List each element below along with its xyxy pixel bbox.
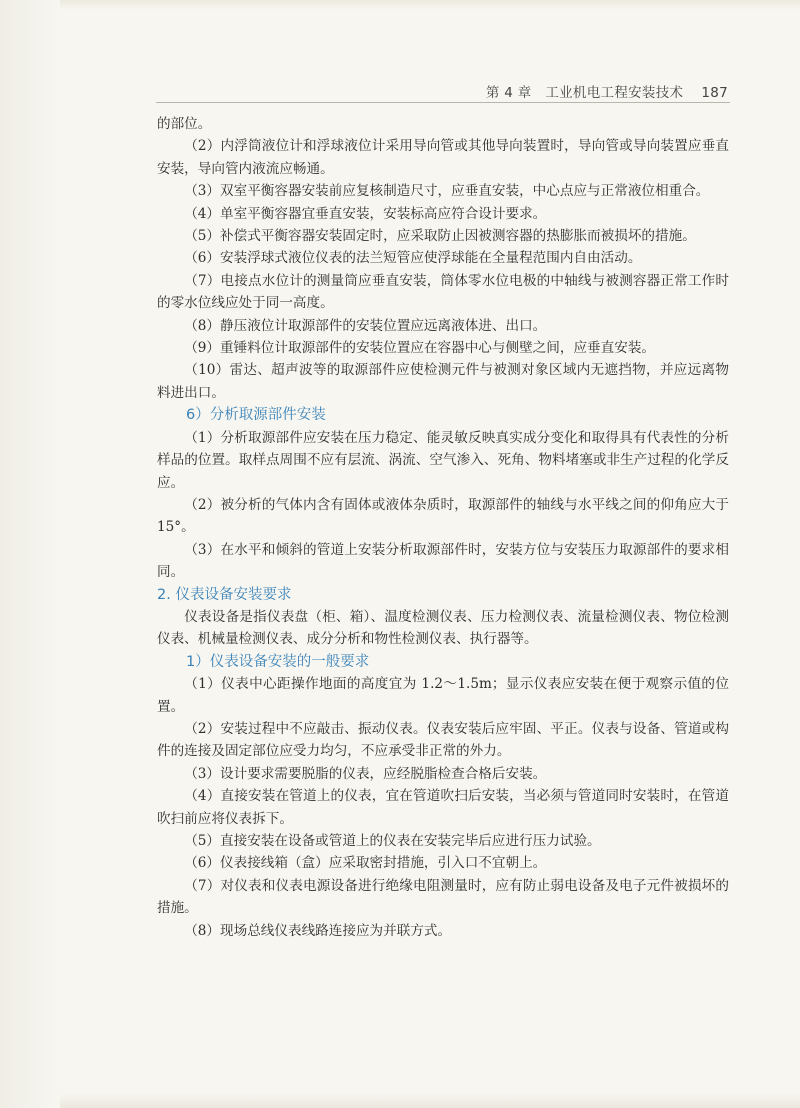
chapter-title: 第 4 章 工业机电工程安装技术 [485,85,684,101]
header-rule [156,102,730,103]
paragraph: （2）被分析的气体内含有固体或液体杂质时，取源部件的轴线与水平线之间的仰角应大于 15°。 [157,496,729,536]
paragraph: （2）安装过程中不应敲击、振动仪表。仪表安装后应牢固、平正。仪表与设备、管道或构件的连接及固定部位应受力均匀，不应承受非正常的外力。 [157,720,729,760]
paragraph: （2）内浮筒液位计和浮球液位计采用导向管或其他导向装置时，导向管或导向装置应垂直安装，导向管内液流应畅通。 [157,138,729,177]
paragraph: （1）分析取源部件应安装在压力稳定、能灵敏反映真实成分变化和取得具有代表性的分析样品的位置。取样点周围不应有层流、涡流、空气渗入、死角、物料堵塞或非生产过程的化学反应。 [157,429,729,491]
page-number: 187 [701,85,728,101]
paragraph: （5）直接安装在设备或管道上的仪表在安装完毕后应进行压力试验。 [184,833,601,849]
paragraph: （10）雷达、超声波等的取源部件应使检测元件与被测对象区域内无遮挡物，并应远离物料进出口。 [157,362,729,401]
paragraph: 仪表设备是指仪表盘（柜、箱）、温度检测仪表、压力检测仪表、流量检测仪表、物位检测仪表、机械量检测仪表、成分分析和物性检测仪表、执行器等。 [157,608,729,648]
paragraph: （4）直接安装在管道上的仪表，宜在管道吹扫后安装，当必须与管道同时安装时，在管道吹扫前应将仪表拆下。 [157,788,729,827]
paragraph: 的部位。 [157,116,212,132]
paragraph: （3）在水平和倾斜的管道上安装分析取源部件时，安装方位与安装压力取源部件的要求相同。 [157,541,729,581]
top-edge-shadow [60,0,800,10]
paragraph: （3）双室平衡容器安装前应复核制造尺寸，应垂直安装，中心点应与正常液位相重合。 [184,183,710,200]
paragraph: （3）设计要求需要脱脂的仪表，应经脱脂检查合格后安装。 [184,765,547,782]
paragraph: （8）静压液位计取源部件的安装位置应远离液体进、出口。 [184,317,547,334]
paragraph: （7）对仪表和仪表电源设备进行绝缘电阻测量时，应有防止弱电设备及电子元件被损坏的措施。 [157,877,729,917]
paragraph: （5）补偿式平衡容器安装固定时，应采取防止因被测容器的热膨胀而被损坏的措施。 [184,228,696,245]
binding-shadow [0,0,60,1108]
paragraph: （4）单室平衡容器宜垂直安装，安装标高应符合设计要求。 [184,205,547,222]
running-header [486,81,728,101]
paragraph: （6）安装浮球式液位仪表的法兰短管应使浮球能在全量程范围内自由活动。 [184,250,642,267]
paragraph: （1）仪表中心距操作地面的高度宜为 1.2～1.5m；显示仪表应安装在便于观察示值的位置。 [157,676,729,715]
subsection-heading: 6）分析取源部件安装 [186,407,326,424]
section-heading: 2. 仪表设备安装要求 [157,586,292,603]
bottom-edge-shadow [60,1094,800,1108]
paragraph: （7）电接点水位计的测量筒应垂直安装，筒体零水位电极的中轴线与被测容器正常工作时的零水位线应处于同一高度。 [157,272,729,312]
page-body [157,113,729,942]
paragraph: （6）仪表接线箱（盒）应采取密封措施，引入口不宜朝上。 [184,855,547,872]
subsection-heading: 1）仪表设备安装的一般要求 [186,653,370,670]
paragraph: （8）现场总线仪表线路连接应为并联方式。 [184,922,452,939]
paragraph: （9）重锤料位计取源部件的安装位置应在容器中心与侧壁之间，应垂直安装。 [184,340,656,357]
